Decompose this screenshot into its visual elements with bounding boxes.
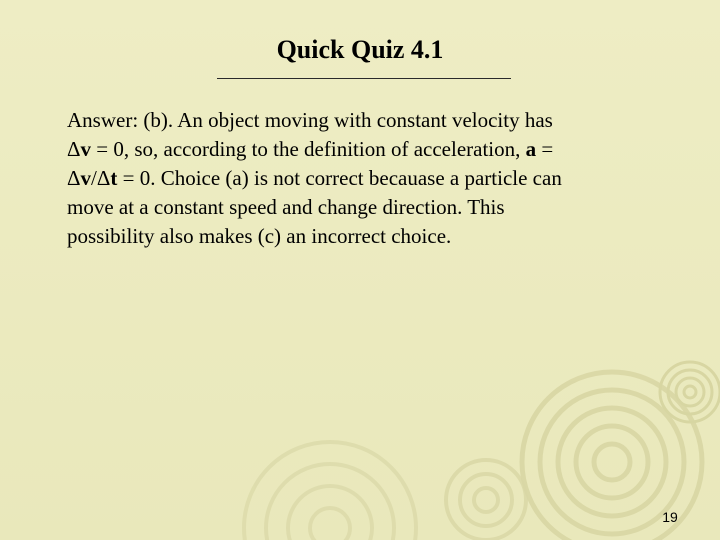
ripple-ring: [684, 386, 696, 398]
delta-symbol: Δ: [67, 166, 81, 190]
ripple-ring: [594, 444, 630, 480]
answer-line-2-text: = 0, so, according to the definition of acceleration,: [91, 137, 526, 161]
answer-line-2: [67, 137, 553, 161]
title-underline: [217, 78, 511, 79]
answer-line-3-text: = 0. Choice (a) is not correct becauase a particle can: [117, 166, 562, 190]
delta-symbol: Δ: [67, 137, 81, 161]
acceleration-symbol: a: [525, 137, 537, 161]
answer-line-1: Answer: (b). An object moving with constant velocity has: [67, 108, 553, 132]
answer-line-4: move at a constant speed and change direction. This: [67, 195, 505, 219]
ripple-ring: [460, 474, 512, 526]
answer-text: [67, 106, 657, 251]
velocity-symbol: v: [80, 166, 92, 190]
ripple-ring: [244, 442, 416, 540]
equals-sign: =: [536, 137, 554, 161]
ripple-ring: [310, 508, 350, 540]
time-symbol: t: [110, 166, 118, 190]
slide-title: Quick Quiz 4.1: [276, 35, 444, 64]
slide-number: 19: [662, 509, 678, 525]
ripple-ring: [266, 464, 394, 540]
velocity-symbol: v: [80, 137, 92, 161]
answer-line-3: [67, 166, 562, 190]
answer-line-5: possibility also makes (c) an incorrect choice.: [67, 224, 452, 248]
ripple-ring: [288, 486, 372, 540]
ripple-ring: [474, 488, 498, 512]
ripple-ring: [576, 426, 648, 498]
slash-delta: /Δ: [91, 166, 111, 190]
